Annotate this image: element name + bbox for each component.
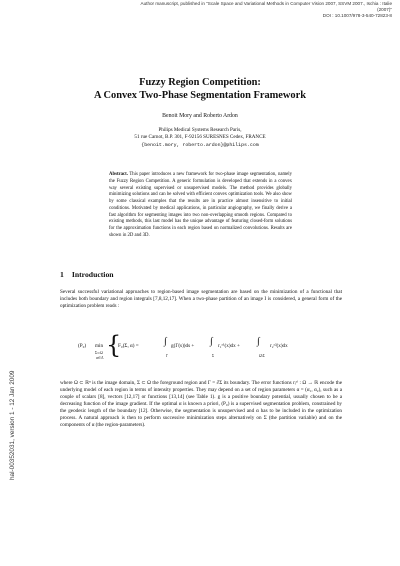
equation-sub-alpha: α∈Λ: [96, 356, 104, 360]
header-line-1: Author manuscript, published in "Scale Space and Variational Methods in Computer Vision 2007, SSVM 2007., Ischia : Italie: [140, 1, 392, 6]
header-line-2: (2007)": [377, 7, 392, 13]
abstract-label: Abstract.: [109, 172, 128, 177]
author-email: {benoit.mory, roberto.ardon}@philips.com: [141, 142, 259, 148]
intro-paragraph-1: Several successful variational approaches to region-based image segmentation are based on the minimization of a functional that includes both boundary and region integrals [7,8,12,17]. When a two-phase partition of an image I is considered, a general form of the optimization problem reads :: [60, 289, 342, 310]
abstract: [109, 172, 292, 240]
equation-p0: [78, 331, 340, 371]
integral-domain-1: Γ: [166, 354, 169, 358]
integral-sign-2: ∫: [210, 336, 213, 347]
equation-min: min: [95, 343, 104, 349]
title-line-2: A Convex Two-Phase Segmentation Framework: [93, 89, 307, 101]
header-doi: DOI : 10.1007/978-3-540-72823-8: [322, 13, 392, 19]
integral-domain-2: Σ: [212, 354, 215, 358]
title-line-1: Fuzzy Region Competition:: [139, 77, 261, 88]
section-heading: [60, 270, 114, 279]
equation-term-2: r₁ᵃ¹(x)dx +: [218, 343, 240, 349]
equation-term-1: g(Γ(s))ds +: [171, 343, 195, 349]
authors: Benoit Mory and Roberto Ardon: [162, 113, 238, 119]
affiliation-line-1: Philips Medical Systems Research Paris,: [158, 127, 242, 133]
hal-identifier: hal-00352031, version 1 - 12 Jan 2009: [9, 370, 16, 480]
equation-brace: {: [106, 331, 122, 359]
equation-term-3: r₂ᵃ²(x)dx: [270, 343, 288, 349]
paper-title: [0, 77, 400, 102]
equation-sub-sigma: Σ⊂Ω: [95, 351, 103, 355]
affiliation: [0, 127, 400, 149]
integral-sign-1: ∫: [164, 336, 167, 347]
section-title: Introduction: [71, 270, 114, 279]
running-header: [62, 1, 392, 20]
intro-paragraph-2: where Ω ⊂ ℝⁿ is the image domain, Σ ⊂ Ω the foreground region and Γ = ∂Σ its boundary. The error functions rᵢᵃⁱ : Ω → ℝ encode the underlying model of each region in terms of intensity properties. They may depend on a set of region parameters α = (α₁, α₂), such as a couple of scalars [8], vectors [12,17] or functions [13,14] (see Table 1). g is a positive boundary potential, usually chosen to be a decreasing function of the image gradient. If the optimal α is known a priori, (P₀) is a supervised segmentation problem, constrained by the geodesic length of the boundary [12]. Otherwise, the segmentation is unsupervised and α has to be included in the optimization process. A natural approach is then to perform successive minimization steps alternatively on Σ (the partition variable) and on the components of α (the region-parameters).: [60, 380, 342, 429]
equation-label: (P₀): [78, 343, 87, 349]
abstract-text: This paper introduces a new framework for two-phase image segmentation, namely the Fuzzy Region Competition. A generic formulation is developed that extends in a convex way several existing supervised or unsupervised models. The method provides globally minimizing solutions and can be solved with efficient convex optimization tools. We also show by some classical examples that the results are in practice almost insensitive to initial conditions. Motivated by medical applications, in particular angiography, we finally derive a fast algorithm for segmenting images into two non-overlapping smooth regions. Compared to existing methods, this last model has the unique advantage of featuring closed-form solutions for the approximation functions in each region based on normalized convolutions. Results are shown in 2D and 3D.: [109, 172, 292, 239]
integral-sign-3: ∫: [257, 336, 260, 347]
section-number: 1: [60, 270, 64, 279]
integral-domain-3: Ω\Σ: [259, 354, 265, 358]
affiliation-line-2: 51 rue Carnot, B.P. 301, F-92156 SURESNES Cedex, FRANCE: [134, 134, 266, 141]
equation-lhs: F₀(Σ, α) =: [118, 343, 139, 349]
